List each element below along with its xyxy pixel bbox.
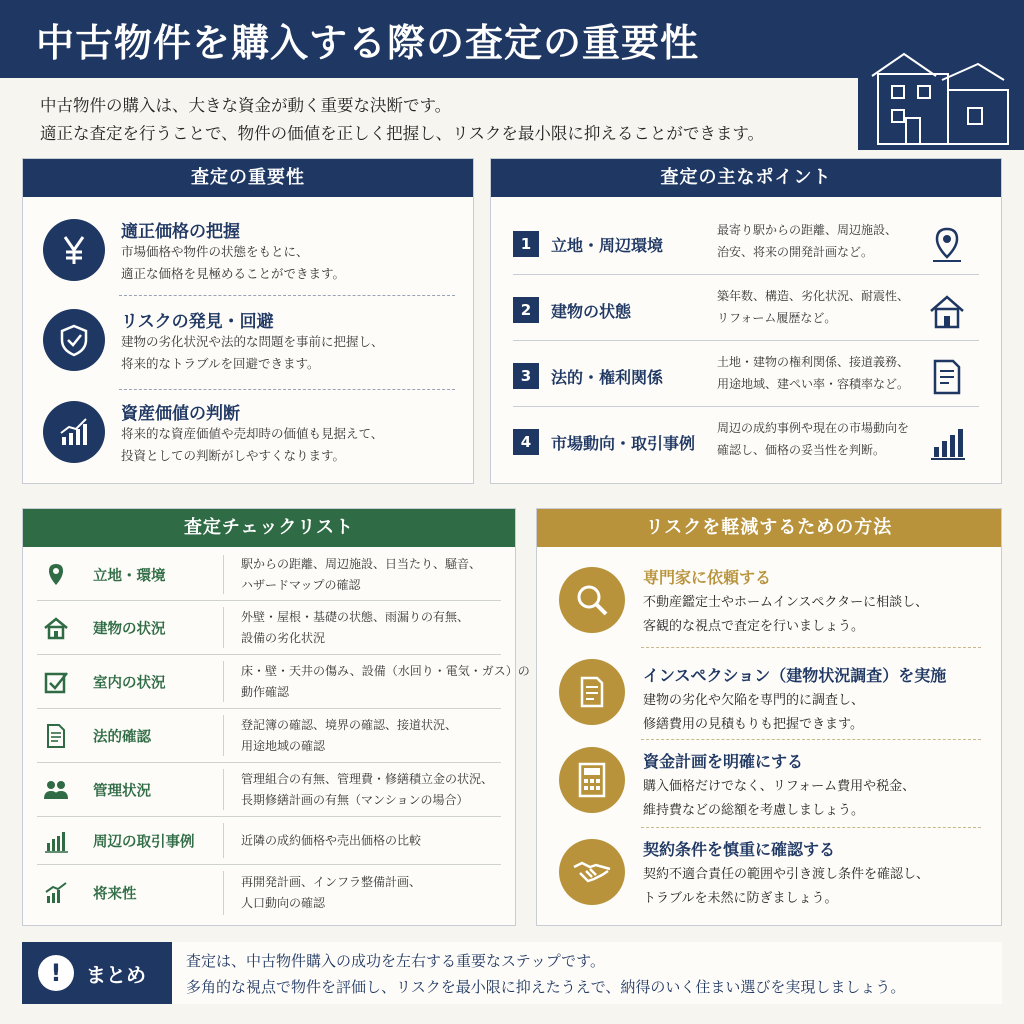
document-icon — [43, 723, 69, 749]
point-row — [513, 275, 953, 341]
importance-item-desc: 建物の劣化状況や法的な問題を事前に把握し、 将来的なトラブルを回避できます。 — [121, 334, 384, 371]
checklist-row — [37, 601, 501, 655]
checklist-row — [37, 655, 530, 709]
importance-item — [23, 397, 473, 481]
page-title: 中古物件を購入する際の査定の重要性 — [36, 21, 700, 65]
checklist-label: 立地・環境 — [93, 568, 166, 584]
point-row — [513, 341, 953, 407]
risk-item-desc: 購入価格だけでなく、リフォーム費用や税金、 維持費などの総額を考慮しましょう。 — [643, 779, 916, 818]
risk-item-title: 契約条件を慎重に確認する — [643, 840, 836, 859]
checklist-row — [37, 763, 501, 817]
checklist-row — [37, 817, 501, 865]
report-icon — [559, 659, 625, 725]
intro-line: 適正な査定を行うことで、物件の価値を正しく把握し、リスクを最小限に抑えることができます。 — [40, 124, 765, 143]
risk-item-title: 専門家に依頼する — [643, 568, 772, 587]
bar-chart-icon — [43, 828, 69, 854]
risk-item-desc: 不動産鑑定士やホームインスペクターに相談し、 客観的な視点で査定を行いましょう。 — [643, 595, 929, 634]
checklist-label: 管理状況 — [93, 783, 151, 799]
point-number: 1 — [513, 231, 539, 257]
importance-item-title: 資産価値の判断 — [121, 404, 240, 424]
importance-item-desc: 将来的な資産価値や売却時の価値も見据えて、 投資としての判断がしやすくなります。 — [121, 426, 384, 463]
points-panel — [490, 158, 1002, 484]
risk-panel — [536, 508, 1002, 926]
handshake-icon — [559, 839, 625, 905]
summary-line: 査定は、中古物件購入の成功を左右する重要なステップです。 — [186, 952, 605, 970]
risk-item-desc: 契約不適合責任の範囲や引き渡し条件を確認し、 トラブルを未然に防ぎましょう。 — [643, 867, 930, 906]
map-pin-icon — [927, 225, 967, 265]
checklist-desc: 再開発計画、インフラ整備計画、 人口動向の確認 — [241, 875, 422, 910]
intro-text — [40, 92, 840, 148]
growth-chart-icon — [43, 880, 69, 906]
points-heading: 査定の主なポイント — [491, 159, 1001, 197]
importance-item — [23, 305, 473, 389]
magnifier-icon — [559, 567, 625, 633]
bar-chart-icon — [927, 423, 967, 463]
risk-item — [537, 743, 1001, 829]
importance-item-desc: 市場価格や物件の状態をもとに、 適正な価格を見極めることができます。 — [121, 244, 346, 281]
checklist-panel — [22, 508, 530, 926]
point-number: 3 — [513, 363, 539, 389]
divider — [641, 827, 981, 828]
importance-item-title: リスクの発見・回避 — [121, 312, 274, 332]
risk-heading: リスクを軽減するための方法 — [537, 509, 1001, 547]
checklist-row — [37, 549, 501, 601]
checklist-row — [37, 865, 501, 921]
summary-label: まとめ — [86, 963, 146, 987]
importance-heading: 査定の重要性 — [23, 159, 473, 197]
importance-item — [23, 211, 473, 295]
point-label: 立地・周辺環境 — [551, 236, 664, 255]
summary-bar — [22, 942, 1002, 1004]
point-label: 法的・権利関係 — [551, 368, 664, 387]
point-label: 市場動向・取引事例 — [551, 434, 696, 453]
checklist-desc: 管理組合の有無、管理費・修繕積立金の状況、 長期修繕計画の有無（マンションの場合） — [241, 771, 494, 807]
yen-icon — [43, 219, 105, 281]
checklist-desc: 外壁・屋根・基礎の状態、雨漏りの有無、 設備の劣化状況 — [241, 609, 470, 645]
point-desc: 最寄り駅からの距離、周辺施設、 治安、将来の開発計画など。 — [717, 223, 898, 259]
summary-label-box — [22, 942, 172, 1004]
point-number: 4 — [513, 429, 539, 455]
importance-item-title: 適正価格の把握 — [121, 222, 240, 242]
intro-line: 中古物件の購入は、大きな資金が動く重要な決断です。 — [40, 96, 452, 115]
divider — [119, 389, 455, 390]
checklist-desc: 近隣の成約価格や売出価格の比較 — [241, 833, 422, 847]
document-icon — [927, 357, 967, 397]
risk-item — [537, 559, 1001, 645]
house-illustration-icon — [858, 46, 1024, 150]
checklist-heading: 査定チェックリスト — [23, 509, 515, 547]
checklist-desc: 床・壁・天井の傷み、設備（水回り・電気・ガス）の 動作確認 — [241, 663, 530, 699]
checklist-label: 周辺の取引事例 — [93, 834, 195, 850]
checklist-label: 室内の状況 — [93, 675, 166, 691]
checklist-desc: 登記簿の確認、境界の確認、接道状況、 用途地域の確認 — [241, 717, 458, 753]
calculator-icon — [559, 747, 625, 813]
summary-line: 多角的な視点で物件を評価し、リスクを最小限に抑えたうえで、納得のいく住まい選びを実現しましょう。 — [186, 978, 906, 996]
checklist-label: 法的確認 — [93, 729, 151, 745]
checklist-row — [37, 709, 501, 763]
point-desc: 周辺の成約事例や現在の市場動向を 確認し、価格の妥当性を判断。 — [717, 421, 910, 457]
point-row — [513, 407, 953, 473]
checkbox-icon — [43, 669, 69, 695]
risk-item-title: 資金計画を明確にする — [643, 752, 804, 771]
divider — [641, 739, 981, 740]
house-icon — [927, 291, 967, 331]
risk-item-desc: 建物の劣化や欠陥を専門的に調査し、 修繕費用の見積もりも把握できます。 — [643, 693, 865, 732]
house-icon — [43, 615, 69, 641]
point-number: 2 — [513, 297, 539, 323]
map-pin-icon — [43, 562, 69, 588]
point-label: 建物の状態 — [551, 302, 632, 321]
risk-item-title: インスペクション（建物状況調査）を実施 — [643, 666, 947, 685]
chart-icon — [43, 401, 105, 463]
point-desc: 築年数、構造、劣化状況、耐震性、 リフォーム履歴など。 — [717, 289, 910, 325]
divider — [119, 295, 455, 296]
shield-icon — [43, 309, 105, 371]
importance-panel — [22, 158, 474, 484]
summary-text — [186, 948, 905, 1000]
exclamation-icon: ! — [38, 955, 74, 991]
risk-item — [537, 651, 1001, 737]
people-icon — [43, 777, 69, 803]
point-row — [513, 209, 953, 275]
checklist-label: 建物の状況 — [93, 621, 166, 637]
risk-item — [537, 833, 1001, 919]
point-desc: 土地・建物の権利関係、接道義務、 用途地域、建ぺい率・容積率など。 — [717, 355, 910, 391]
checklist-desc: 駅からの距離、周辺施設、日当たり、騒音、 ハザードマップの確認 — [241, 556, 482, 592]
checklist-label: 将来性 — [93, 886, 137, 903]
divider — [641, 647, 981, 648]
